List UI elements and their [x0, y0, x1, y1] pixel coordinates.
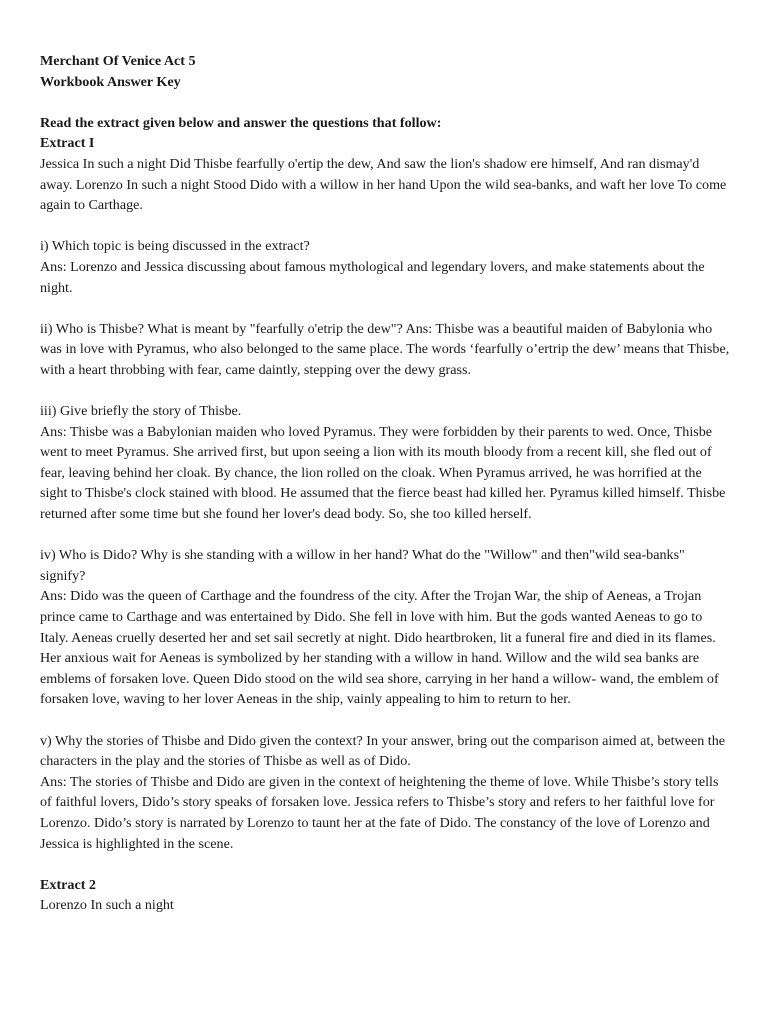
- spacer: [40, 216, 730, 237]
- extract-2-text: Lorenzo In such a night: [40, 897, 174, 914]
- question-2-with-answer: ii) Who is Thisbe? What is meant by "fearfully o'etrip the dew"? Ans: Thisbe was a beautiful maiden of Babylonia who was in love with Pyramus, who also belonged to the same place. The words ‘fearfully o’ertrip the dew’ means that Thisbe, with a heart throbbing with fear, came daintly, stepping over the dewy grass.: [40, 320, 730, 378]
- spacer: [40, 92, 730, 113]
- extract-1-text: Jessica In such a night Did Thisbe fearfully o'ertip the dew, And saw the lion's shadow ere himself, And ran dismay'd away. Lorenzo In such a night Stood Dido with a willow in her hand Upon the wild sea-banks, and waft her love To come again to Carthage.: [40, 155, 727, 214]
- spacer: [40, 525, 730, 546]
- answer-3: Ans: Thisbe was a Babylonian maiden who loved Pyramus. They were forbidden by their parents to wed. Once, Thisbe went to meet Pyramus. She arrived first, but upon seeing a lion with its mouth bloody from a recent kill, she fled out of fear, leaving behind her cloak. By chance, the lion rolled on the cloak. When Pyramus arrived, he was horrified at the sight to Thisbe's clock stained with blood. He assumed that the fierce beast had killed her. Pyramus killed himself. Thisbe returned after some time but she found her lover's dead body. So, she too killed herself.: [40, 423, 726, 523]
- answer-1: Ans: Lorenzo and Jessica discussing about famous mythological and legendary lovers, and make statements about the night.: [40, 258, 705, 296]
- answer-4: Ans: Dido was the queen of Carthage and the foundress of the city. After the Trojan War, the ship of Aeneas, a Trojan prince came to Carthage and was entertained by Dido. She fell in love with him. But the gods wanted Aeneas to go to Italy. Aeneas cruelly deserted her and set sail secretly at night. Dido heartbroken, lit a funeral fire and died in its flames. Her anxious wait for Aeneas is symbolized by her standing with a willow in hand. Willow and the wild sea banks are emblems of forsaken love. Queen Dido stood on the wild sea shore, carrying in her hand a willow- wand, the emblem of forsaken love, waving to her lover Aeneas in the ship, vainly appealing to him to return to her.: [40, 588, 719, 708]
- question-5: v) Why the stories of Thisbe and Dido given the context? In your answer, bring out the comparison aimed at, between the characters in the play and the stories of Thisbe as well as of Dido.: [40, 732, 726, 770]
- document-title: Merchant Of Venice Act 5: [40, 53, 196, 69]
- spacer: [40, 710, 730, 731]
- spacer: [40, 854, 730, 875]
- spacer: [40, 298, 730, 319]
- answer-5: Ans: The stories of Thisbe and Dido are given in the context of heightening the theme of love. While Thisbe’s story tells of faithful lovers, Dido’s story speaks of forsaken love. Jessica refers to Thisbe’s story and refers to her faithful love for Lorenzo. Dido’s story is narrated by Lorenzo to taunt her at the fate of Dido. The constancy of the love of Lorenzo and Jessica is highlighted in the scene.: [40, 773, 719, 852]
- extract-1-heading: Extract I: [40, 135, 95, 152]
- spacer: [40, 381, 730, 402]
- instruction-text: Read the extract given below and answer the questions that follow:: [40, 114, 442, 131]
- extract-2-heading: Extract 2: [40, 876, 96, 893]
- question-4: iv) Who is Dido? Why is she standing with a willow in her hand? What do the "Willow" and then"wild sea-banks" signify?: [40, 547, 685, 584]
- document-subtitle: Workbook Answer Key: [40, 73, 181, 90]
- question-1: i) Which topic is being discussed in the extract?: [40, 238, 310, 255]
- question-3: iii) Give briefly the story of Thisbe.: [40, 403, 242, 420]
- document-page: [40, 51, 730, 916]
